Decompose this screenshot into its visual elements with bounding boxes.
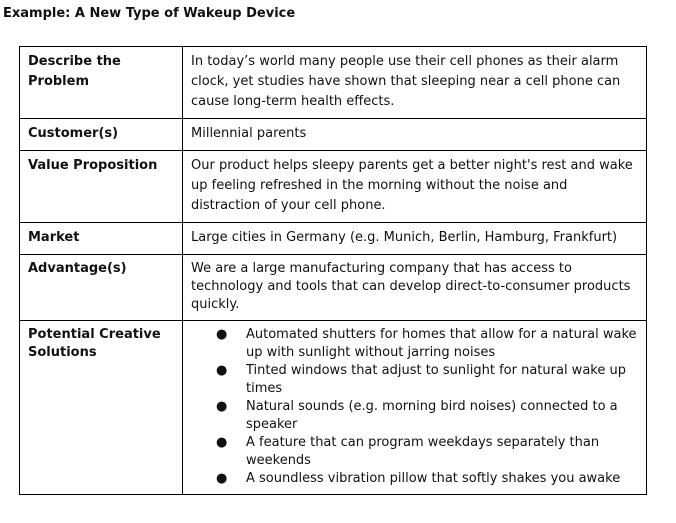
row-label-advantages: Advantage(s): [20, 255, 183, 321]
table-row-customers: [20, 119, 647, 151]
solutions-list: [191, 326, 638, 488]
bullet-icon: ●: [216, 327, 228, 342]
row-label-problem: Describe the Problem: [20, 47, 183, 119]
row-value-customers: Millennial parents: [183, 119, 647, 151]
list-item-text: A soundless vibration pillow that softly shakes you awake: [246, 471, 621, 486]
table-row-market: [20, 223, 647, 255]
table-row-solutions: [20, 321, 647, 495]
bullet-icon: ●: [216, 435, 228, 450]
list-item-text: Automated shutters for homes that allow for a natural wake up with sunlight without jarring noises: [246, 327, 637, 360]
row-value-advantages: We are a large manufacturing company that has access to technology and tools that can develop direct-to-consumer products quickly.: [183, 255, 647, 321]
document-heading: Example: A New Type of Wakeup Device: [3, 6, 296, 21]
row-value-problem: In today’s world many people use their cell phones as their alarm clock, yet studies have shown that sleeping near a cell phone can cause long-term health effects.: [183, 47, 647, 119]
table-row-value-proposition: [20, 151, 647, 223]
row-label-customers: Customer(s): [20, 119, 183, 151]
row-value-solutions: [183, 321, 647, 495]
bullet-icon: ●: [216, 471, 228, 486]
list-item-text: A feature that can program weekdays separately than weekends: [246, 435, 600, 468]
row-label-market: Market: [20, 223, 183, 255]
row-value-value-proposition: Our product helps sleepy parents get a better night's rest and wake up feeling refreshed in the morning without the noise and distraction of your cell phone.: [183, 151, 647, 223]
row-label-solutions: Potential Creative Solutions: [20, 321, 183, 495]
list-item: [216, 434, 638, 470]
list-item: [216, 326, 638, 362]
row-value-market: Large cities in Germany (e.g. Munich, Berlin, Hamburg, Frankfurt): [183, 223, 647, 255]
list-item-text: Tinted windows that adjust to sunlight for natural wake up times: [246, 363, 626, 396]
list-item: [216, 470, 638, 488]
bullet-icon: ●: [216, 399, 228, 414]
list-item-text: Natural sounds (e.g. morning bird noises) connected to a speaker: [246, 399, 618, 432]
list-item: [216, 398, 638, 434]
table-row-problem: [20, 47, 647, 119]
bullet-icon: ●: [216, 363, 228, 378]
row-label-value-proposition: Value Proposition: [20, 151, 183, 223]
table-row-advantages: [20, 255, 647, 321]
list-item: [216, 362, 638, 398]
business-canvas-table: [19, 46, 647, 495]
